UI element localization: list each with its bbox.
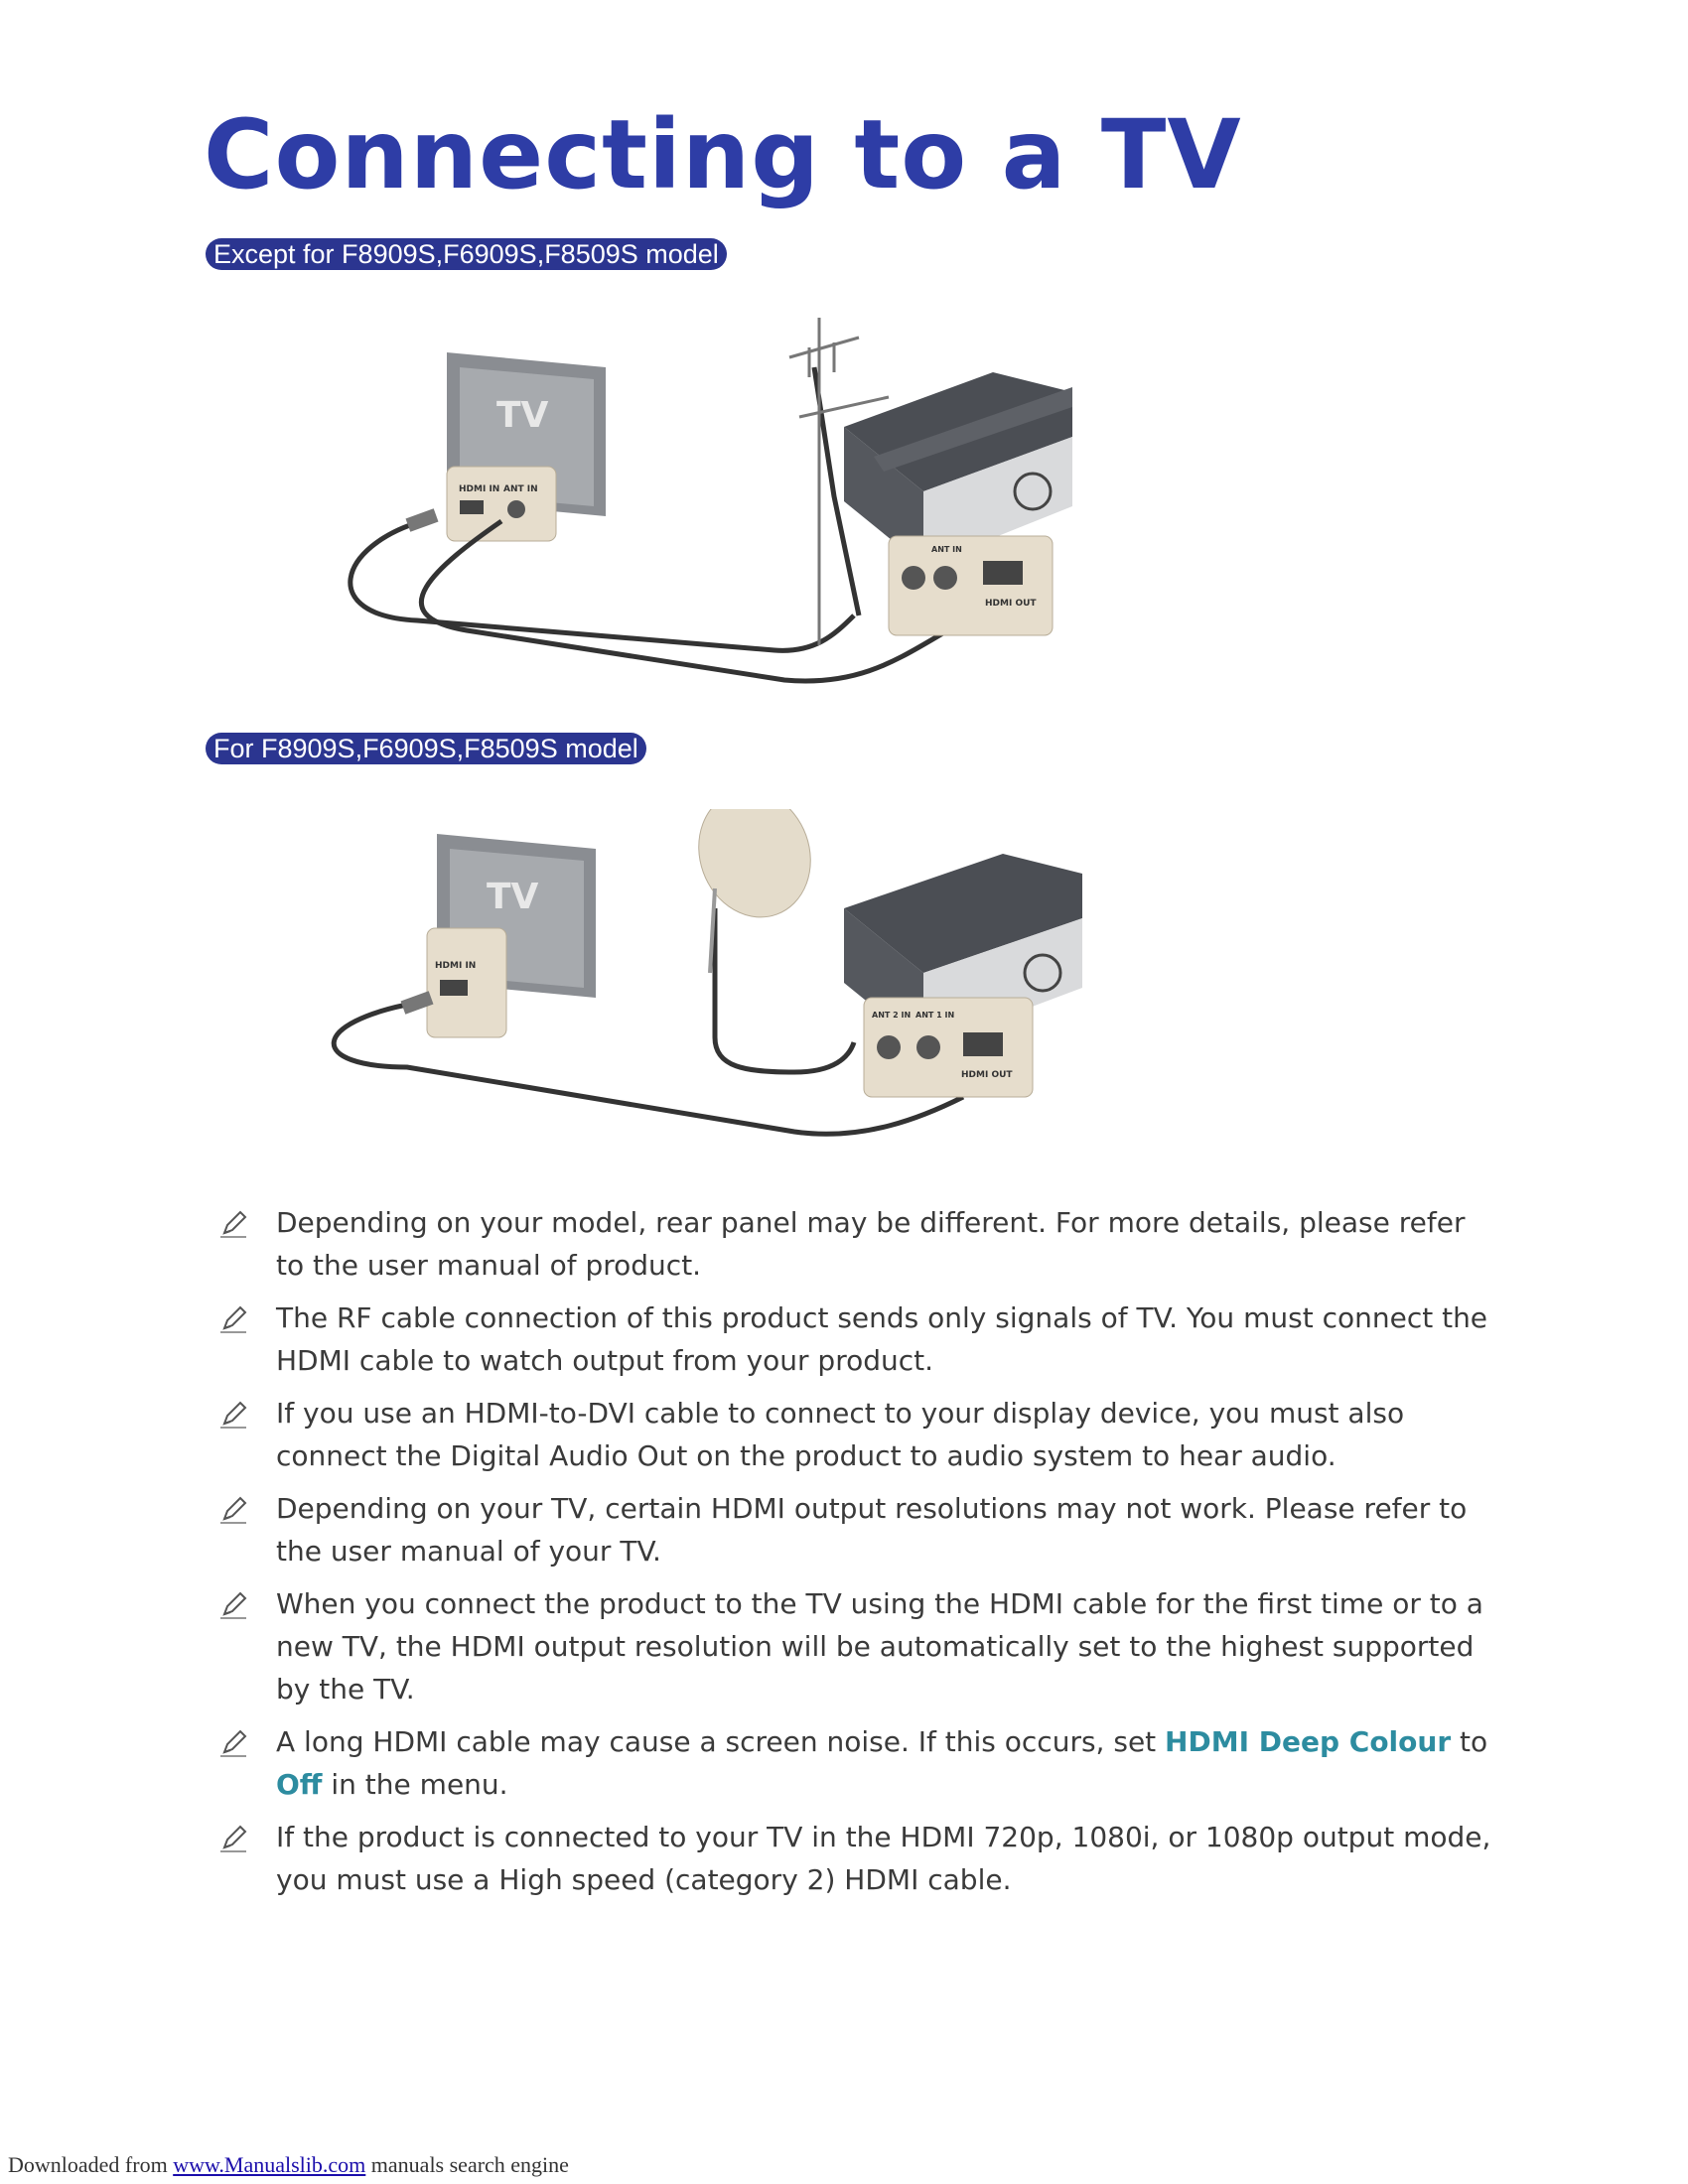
section-label-satellite-models: For F8909S,F6909S,F8509S model [206,733,646,764]
pencil-icon [218,1726,250,1758]
page-title: Connecting to a TV [204,99,1242,210]
tv-illustration [427,834,596,1037]
note-text: If you use an HDMI-to-DVI cable to connect to your display device, you must also connect the Digital Audio Out on the product to audio system to hear audio. [276,1397,1405,1472]
note-text: If the product is connected to your TV in the HDMI 720p, 1080i, or 1080p output mode, you must use a High speed (category 2) HDMI cable. [276,1821,1491,1896]
cables [351,367,953,681]
footer [8,2152,569,2178]
device-port-hdmi-label: HDMI OUT [985,599,1037,609]
device-port-ant2-label: ANT 2 IN [872,1011,912,1020]
pencil-icon [218,1398,250,1430]
list-item [218,1582,1499,1710]
pencil-icon [218,1493,250,1525]
device-port-ant1-label: ANT 1 IN [915,1011,955,1020]
pencil-icon [218,1302,250,1334]
tv-port-hdmi-label: HDMI IN [435,961,477,971]
note-text: Depending on your TV, certain HDMI output resolutions may not work. Please refer to the user manual of your TV. [276,1492,1468,1568]
list-item [218,1720,1499,1806]
menu-setting-hdmi-deep-colour: HDMI Deep Colour [1165,1725,1452,1758]
connection-diagram-antenna [318,318,1072,705]
device-port-hdmi-label: HDMI OUT [961,1070,1013,1080]
pencil-icon [218,1588,250,1620]
notes-list [218,1201,1499,1911]
connection-diagram-satellite [328,809,1082,1166]
footer-suffix: manuals search engine [365,2152,569,2177]
tv-port-hdmi-label: HDMI IN [459,484,500,494]
device-port-ant-label: ANT IN [931,545,962,554]
note-text-before: A long HDMI cable may cause a screen noise. If this occurs, set [276,1725,1166,1758]
tv-label: TV [496,395,549,436]
note-text: Depending on your model, rear panel may be different. For more details, please refer to the user manual of product. [276,1206,1466,1282]
menu-value-off: Off [276,1768,323,1801]
pencil-icon [218,1822,250,1853]
list-item [218,1392,1499,1477]
footer-prefix: Downloaded from [8,2152,174,2177]
section-label-except-models: Except for F8909S,F6909S,F8509S model [206,238,727,270]
device-port-callout [864,998,1033,1097]
tv-port-ant-label: ANT IN [503,484,538,494]
note-text: The RF cable connection of this product sends only signals of TV. You must connect the HDMI cable to watch output from your product. [276,1301,1488,1377]
tv-illustration [447,352,606,541]
satellite-dish-illustration [681,809,828,973]
manualslib-link[interactable]: www.Manualslib.com [173,2152,366,2177]
note-text: When you connect the product to the TV using the HDMI cable for the first time or to a new TV, the HDMI output resolution will be automatically set to the highest supported by the TV. [276,1587,1483,1706]
note-text-middle: to [1451,1725,1488,1758]
list-item [218,1816,1499,1901]
list-item [218,1487,1499,1572]
list-item [218,1201,1499,1287]
tv-label: TV [487,877,539,917]
pencil-icon [218,1207,250,1239]
list-item [218,1297,1499,1382]
note-text-after: in the menu. [322,1768,508,1801]
device-port-callout [889,536,1053,635]
